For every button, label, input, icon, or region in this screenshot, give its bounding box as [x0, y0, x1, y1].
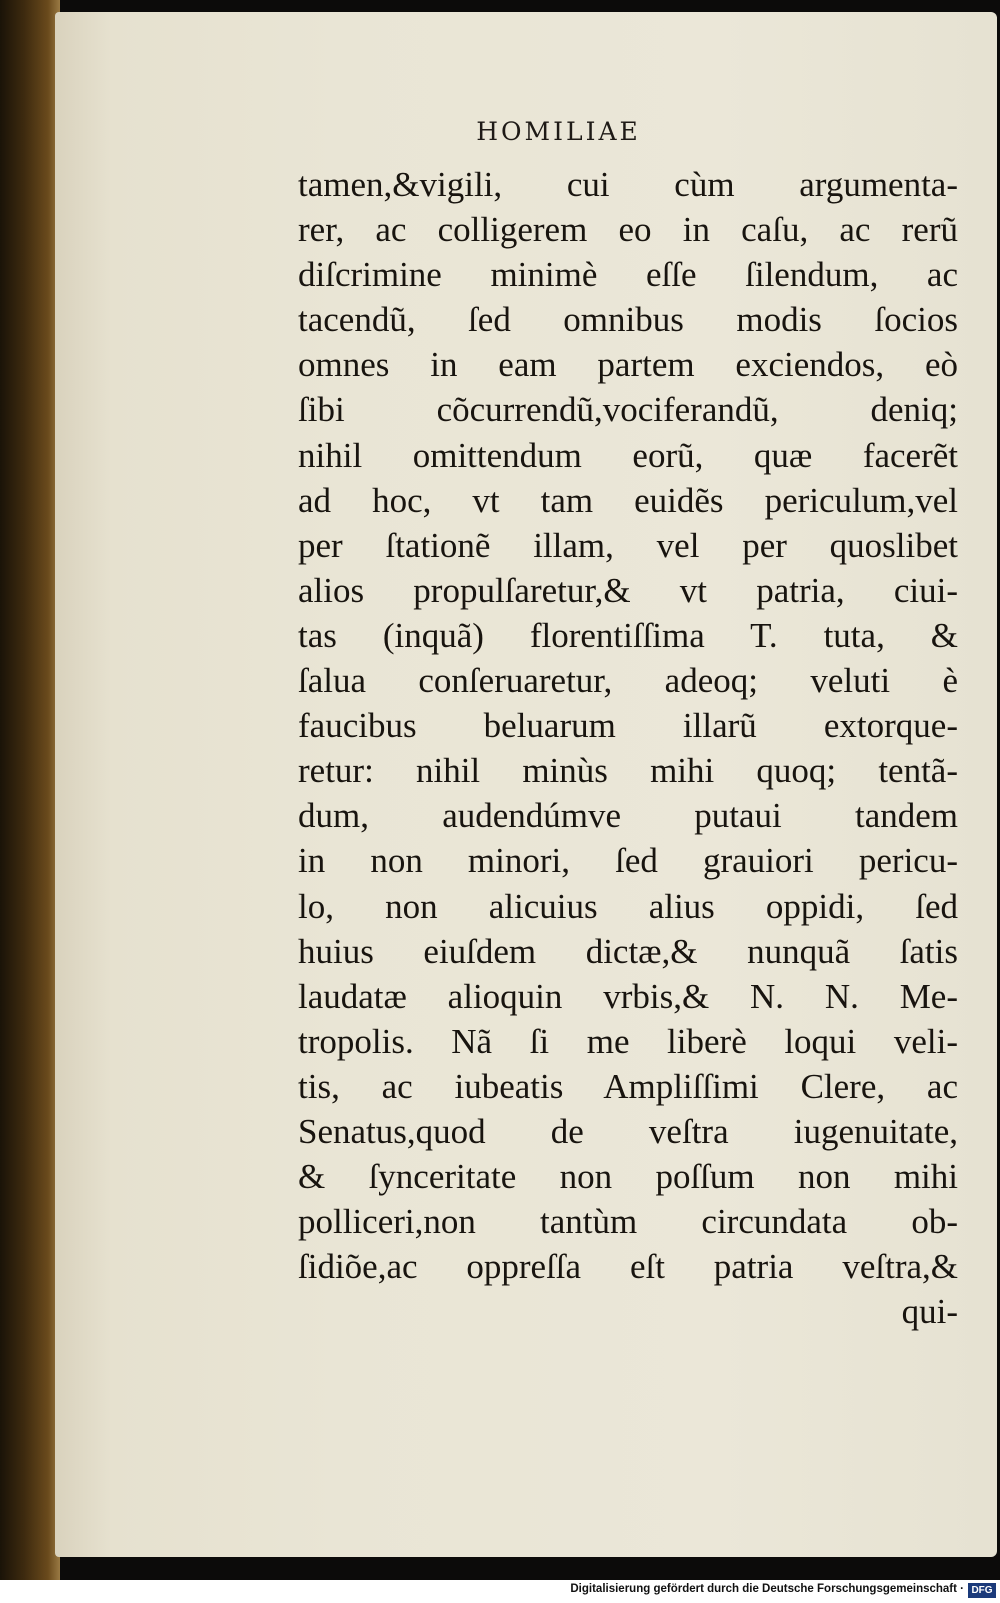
text-line: polliceri,non tantùm circundata ob- — [298, 1202, 958, 1242]
dfg-logo-icon: DFG — [968, 1583, 996, 1598]
text-line: alios propulſaretur,& vt patria, ciui- — [298, 570, 958, 610]
text-line: omnes in eam partem exciendos, eò — [298, 345, 958, 385]
running-head: HOMILIAE — [476, 117, 641, 146]
text-line: dum, audendúmve putaui tandem — [298, 796, 958, 836]
text-line: ſalua conſeruaretur, adeoq; veluti è — [298, 661, 958, 701]
book-page — [55, 12, 997, 1557]
text-line: & ſynceritate non poſſum non mihi — [298, 1157, 958, 1197]
text-line: per ſtationẽ illam, vel per quoslibet — [298, 525, 958, 565]
catchword: qui- — [901, 1292, 958, 1332]
text-line: ſidiõe,ac oppreſſa eſt patria veſtra,& — [298, 1247, 958, 1287]
footer-bar — [0, 1580, 1000, 1603]
text-line: ſibi cõcurrendũ,vociferandũ, deniq; — [298, 390, 958, 430]
text-line: rer, ac colligerem eo in caſu, ac rerũ — [298, 210, 958, 250]
text-line: tacendũ, ſed omnibus modis ſocios — [298, 300, 958, 340]
body-text — [298, 162, 958, 1334]
text-line: laudatæ alioquin vrbis,& N. N. Me- — [298, 976, 958, 1016]
text-line: in non minori, ſed grauiori pericu- — [298, 841, 958, 881]
text-line: tas (inquã) florentiſſima T. tuta, & — [298, 615, 958, 655]
text-line: ad hoc, vt tam euidẽs periculum,vel — [298, 480, 958, 520]
footer-credit: Digitalisierung gefördert durch die Deutsche Forschungsgemeinschaft · — [570, 1583, 964, 1595]
text-line: nihil omittendum eorũ, quæ facerẽt — [298, 435, 958, 475]
text-line: tis, ac iubeatis Ampliſſimi Clere, ac — [298, 1066, 958, 1106]
text-line: huius eiuſdem dictæ,& nunquã ſatis — [298, 931, 958, 971]
text-line: lo, non alicuius alius oppidi, ſed — [298, 886, 958, 926]
binding-edge — [0, 0, 60, 1603]
text-line: tropolis. Nã ſi me liberè loqui veli- — [298, 1021, 958, 1061]
text-line: faucibus beluarum illarũ extorque- — [298, 706, 958, 746]
text-line: diſcrimine minimè eſſe ſilendum, ac — [298, 255, 958, 295]
text-line: tamen,&vigili, cui cùm argumenta- — [298, 165, 958, 204]
text-line: Senatus,quod de veſtra iugenuitate, — [298, 1111, 958, 1151]
text-line: retur: nihil minùs mihi quoq; tentã- — [298, 751, 958, 791]
